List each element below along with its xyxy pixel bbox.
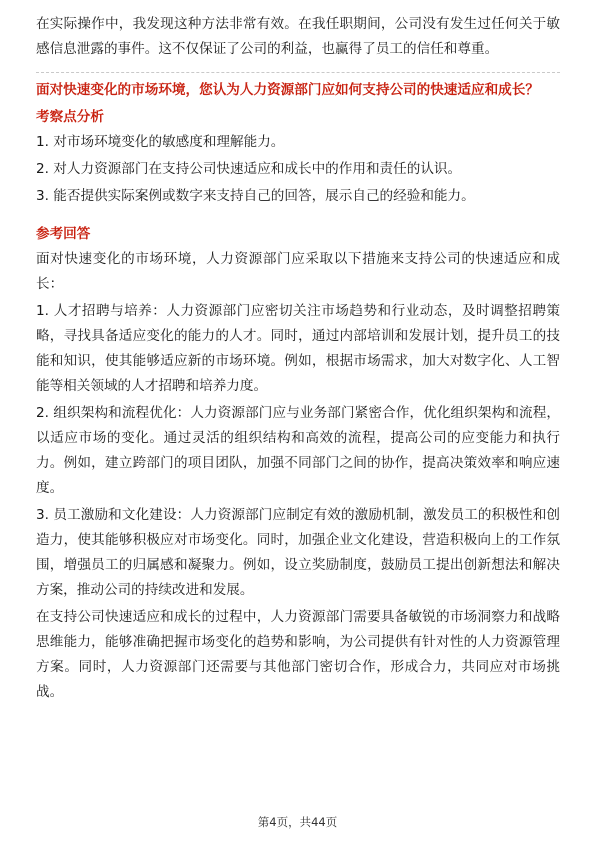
answer-conclusion: 在支持公司快速适应和成长的过程中，人力资源部门需要具备敏锐的市场洞察力和战略思维能力，能够准确把握市场变化的趋势和影响，为公司提供有针对性的人力资源管理方案。同时，人力资源部门还需要与其他部门密切合作，形成合力，共同应对市场挑战。 — [36, 609, 560, 700]
spacer — [36, 211, 560, 219]
analysis-item: 3. 能否提供实际案例或数字来支持自己的回答，展示自己的经验和能力。 — [36, 188, 475, 204]
question-heading: 面对快速变化的市场环境，您认为人力资源部门应如何支持公司的快速适应和成长？ — [36, 82, 539, 98]
section-divider — [36, 72, 560, 73]
answer-item: 3. 员工激励和文化建设：人力资源部门应制定有效的激励机制，激发员工的积极性和创造力，使其能够积极应对市场变化。同时，加强企业文化建设，营造积极向上的工作氛围，增强员工的归属感和凝聚力。例如，设立奖励制度，鼓励员工提出创新想法和解决方案，推动公司的持续改进和发展。 — [36, 507, 560, 598]
page-footer — [0, 814, 595, 830]
analysis-list — [36, 130, 560, 209]
intro-paragraph: 在实际操作中，我发现这种方法非常有效。在我任职期间，公司没有发生过任何关于敏感信息泄露的事件。这不仅保证了公司的利益，也赢得了员工的信任和尊重。 — [36, 16, 560, 57]
answer-item: 2. 组织架构和流程优化：人力资源部门应与业务部门紧密合作，优化组织架构和流程，以适应市场的变化。通过灵活的组织结构和高效的流程，提高公司的应变能力和执行力。例如，建立跨部门的项目团队，加强不同部门之间的协作，提高决策效率和响应速度。 — [36, 405, 560, 496]
analysis-title: 考察点分析 — [36, 109, 104, 125]
answer-list — [36, 299, 560, 603]
page-indicator: 第4页，共44页 — [257, 815, 338, 829]
page-content — [36, 12, 560, 705]
analysis-item: 1. 对市场环境变化的敏感度和理解能力。 — [36, 134, 285, 150]
answer-intro: 面对快速变化的市场环境，人力资源部门应采取以下措施来支持公司的快速适应和成长： — [36, 251, 560, 292]
answer-item: 1. 人才招聘与培养：人力资源部门应密切关注市场趋势和行业动态，及时调整招聘策略，寻找具备适应变化的能力的人才。同时，通过内部培训和发展计划，提升员工的技能和知识，使其能够适应新的市场环境。例如，根据市场需求，加大对数字化、人工智能等相关领域的人才招聘和培养力度。 — [36, 303, 560, 394]
answer-title: 参考回答 — [36, 226, 91, 242]
analysis-item: 2. 对人力资源部门在支持公司快速适应和成长中的作用和责任的认识。 — [36, 161, 462, 177]
